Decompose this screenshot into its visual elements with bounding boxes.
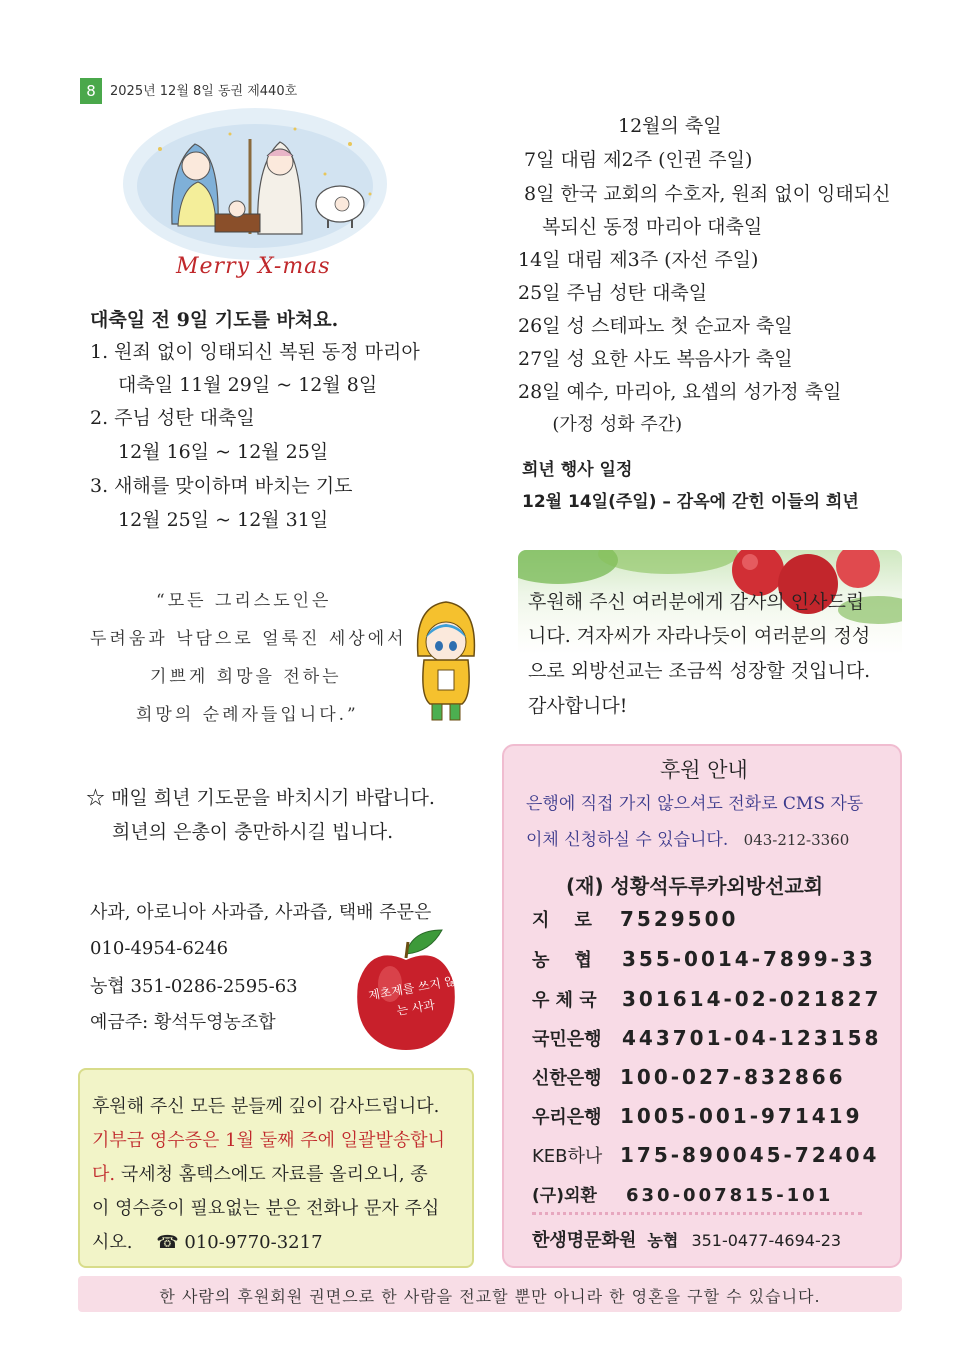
jubilee-prayer-line-2: 희년의 은총이 충만하시길 빕니다.: [112, 821, 394, 843]
merry-xmas-caption: Merry X-mas: [176, 254, 331, 279]
feast-item: 28일 예수, 마리아, 요셉의 성가정 축일: [518, 381, 842, 403]
support-phone: 043-212-3360: [743, 831, 850, 849]
gratitude-line-1: 후원해 주신 여러분에게 감사의 인사드립: [528, 591, 865, 613]
page-number: 8: [80, 78, 102, 104]
gratitude-line-3: 으로 외방선교는 조금씩 성장할 것입니다.: [528, 660, 871, 682]
account-label: (구)외환: [532, 1186, 597, 1206]
account-number: 301614-02-021827: [622, 987, 882, 1011]
support-line-2: [526, 824, 849, 857]
feast-item: 25일 주님 성탄 대축일: [518, 282, 708, 304]
quote-line-3: 기쁘게 희망을 전하는: [150, 667, 342, 687]
feast-item: (가정 성화 주간): [518, 414, 683, 435]
account-number: 7529500: [620, 907, 739, 931]
novena-title: 대축일 전 9일 기도를 바쳐요.: [90, 309, 339, 331]
account-number: 355-0014-7899-33: [622, 947, 876, 971]
novena-item-3-dates: 12월 25일 ~ 12월 31일: [118, 509, 329, 531]
feast-item: 8일 한국 교회의 수호자, 원죄 없이 잉태되신: [518, 183, 891, 205]
footer-text: 한 사람의 후원회원 권면으로 한 사람을 전교할 뿐만 아니라 한 영혼을 구할 수 있습니다.: [159, 1287, 821, 1306]
pilgrim-character: [410, 596, 482, 730]
novena-item-2: 2. 주님 성탄 대축일: [90, 407, 255, 429]
account-row: [532, 1181, 833, 1206]
hansaeng-bank: 농협: [647, 1231, 679, 1250]
support-line-1: 은행에 직접 가지 않으셔도 전화로 CMS 자동: [526, 794, 864, 814]
account-label: KEB하나: [532, 1146, 603, 1167]
thanks-line-2: 기부금 영수증은 1월 둘째 주에 일괄발송합니: [92, 1130, 446, 1151]
gratitude-line-2: 니다. 겨자씨가 자라나듯이 여러분의 정성: [528, 625, 871, 647]
jubilee-prayer-line-1: ☆ 매일 희년 기도문을 바치시기 바랍니다.: [86, 787, 435, 809]
feasts-title: 12월의 축일: [618, 115, 722, 137]
thanks-line-5-text: 시오.: [92, 1232, 133, 1253]
support-org: (재) 성황석두루카외방선교회: [566, 874, 824, 898]
account-number: 1005-001-971419: [620, 1104, 863, 1128]
account-row: [532, 1025, 881, 1051]
dotted-divider: [532, 1212, 862, 1215]
account-number: 630-007815-101: [626, 1185, 834, 1206]
apple-order-holder: 예금주: 황석두영농조합: [90, 1012, 276, 1033]
account-number: 100-027-832866: [620, 1065, 846, 1089]
account-row: [532, 906, 738, 932]
quote-line-1: “모든 그리스도인은: [156, 591, 332, 611]
apple-order-line: 사과, 아로니아 사과즙, 사과즙, 택배 주문은: [90, 902, 432, 923]
jubilee-events-title: 희년 행사 일정: [522, 460, 633, 480]
account-label: 우 체 국: [532, 990, 597, 1011]
hansaeng-name: 한생명문화원: [532, 1230, 637, 1251]
apple-slogan: 제초제를 쓰지 않는 사과: [367, 973, 458, 1019]
thanks-line-3-red: 다.: [92, 1164, 116, 1185]
account-label: 지 로: [532, 910, 592, 931]
account-label: 신한은행: [532, 1068, 602, 1089]
feast-item: 14일 대림 제3주 (자선 주일): [518, 249, 759, 271]
apple-order-account: 농협 351-0286-2595-63: [90, 976, 298, 997]
novena-item-3: 3. 새해를 맞이하며 바치는 기도: [90, 475, 353, 497]
feast-item: 복되신 동정 마리아 대축일: [518, 216, 763, 238]
apple-order-phone: 010-4954-6246: [90, 938, 229, 959]
thanks-line-1: 후원해 주신 모든 분들께 깊이 감사드립니다.: [92, 1096, 440, 1117]
account-number: 175-890045-72404: [620, 1143, 880, 1167]
issue-line: 2025년 12월 8일 동권 제440호: [110, 84, 298, 99]
account-label: 국민은행: [532, 1029, 602, 1050]
novena-item-1: 1. 원죄 없이 잉태되신 복된 동정 마리아: [90, 341, 420, 363]
thanks-line-3: [92, 1158, 428, 1191]
novena-item-2-dates: 12월 16일 ~ 12월 25일: [118, 441, 329, 463]
quote-line-2: 두려움과 낙담으로 얼룩진 세상에서: [90, 629, 407, 649]
account-row: [532, 1103, 863, 1129]
account-row: [532, 1142, 879, 1168]
support-line-2-text: 이체 신청하실 수 있습니다.: [526, 830, 729, 850]
jubilee-event: 12월 14일(주일) – 감옥에 갇힌 이들의 희년: [522, 492, 859, 512]
gratitude-line-4: 감사합니다!: [528, 695, 628, 717]
account-number: 443701-04-123158: [622, 1026, 882, 1050]
quote-line-4: 희망의 순례자들입니다.”: [136, 705, 359, 725]
thanks-phone: ☎ 010-9770-3217: [156, 1232, 323, 1253]
hansaeng-number: 351-0477-4694-23: [691, 1231, 842, 1250]
account-label: 농 협: [532, 950, 592, 971]
account-row: [532, 1064, 846, 1090]
thanks-line-5: [92, 1226, 323, 1259]
novena-item-1-dates: 대축일 11월 29일 ~ 12월 8일: [118, 374, 378, 396]
feast-item: 7일 대림 제2주 (인권 주일): [518, 149, 753, 171]
hansaeng-row: [532, 1226, 841, 1252]
feast-item: 27일 성 요한 사도 복음사가 축일: [518, 348, 793, 370]
account-row: [532, 986, 881, 1012]
feast-item: 26일 성 스테파노 첫 순교자 축일: [518, 315, 793, 337]
account-label: 우리은행: [532, 1107, 602, 1128]
thanks-line-3-rest: 국세청 홈텍스에도 자료를 올리오니, 종: [115, 1164, 428, 1185]
account-row: [532, 946, 876, 972]
support-title: 후원 안내: [660, 758, 748, 782]
thanks-line-4: 이 영수증이 필요없는 분은 전화나 문자 주십: [92, 1198, 440, 1219]
